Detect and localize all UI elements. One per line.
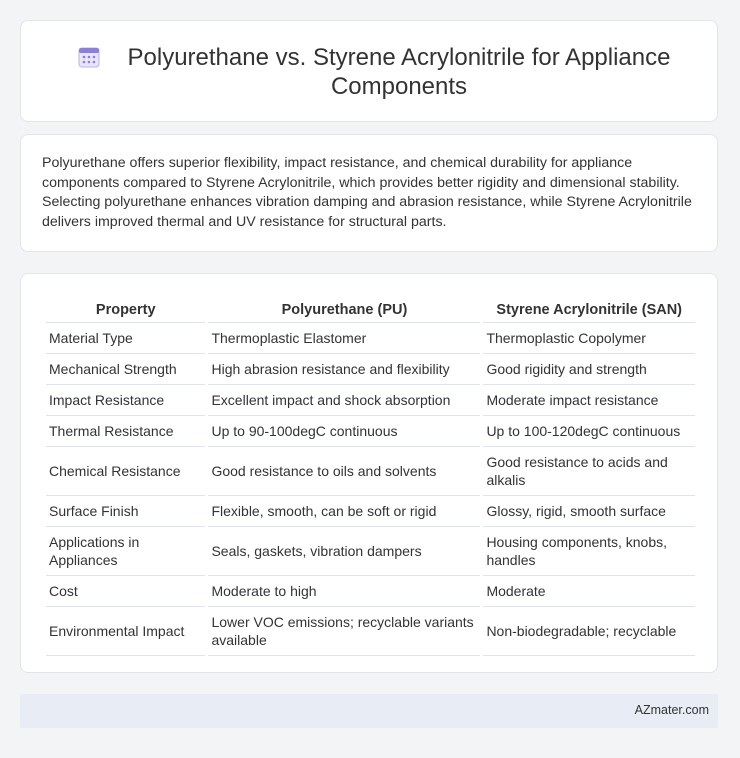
table-row	[46, 576, 695, 607]
property-cell: Surface Finish	[46, 496, 205, 527]
pu-cell: Seals, gaskets, vibration dampers	[208, 527, 480, 576]
property-cell: Material Type	[46, 323, 205, 354]
pu-cell: Up to 90-100degC continuous	[208, 416, 480, 447]
table-header-row	[46, 294, 695, 323]
property-cell: Thermal Resistance	[46, 416, 205, 447]
san-cell: Up to 100-120degC continuous	[483, 416, 695, 447]
table-row	[46, 354, 695, 385]
table-card	[20, 273, 718, 673]
san-cell: Good rigidity and strength	[483, 354, 695, 385]
comparison-table	[43, 294, 698, 656]
table-row	[46, 496, 695, 527]
page-title: Polyurethane vs. Styrene Acrylonitrile for Appliance Components	[127, 44, 671, 100]
san-cell: Glossy, rigid, smooth surface	[483, 496, 695, 527]
pu-cell: Flexible, smooth, can be soft or rigid	[208, 496, 480, 527]
property-cell: Impact Resistance	[46, 385, 205, 416]
title-card	[20, 20, 718, 122]
pu-cell: Good resistance to oils and solvents	[208, 447, 480, 496]
pu-cell: Excellent impact and shock absorption	[208, 385, 480, 416]
calendar-icon	[78, 46, 100, 68]
summary-text: Polyurethane offers superior flexibility, impact resistance, and chemical durability for appliance components compared to Styrene Acrylonitrile, which provides better rigidity and dimensional stability. Selecting polyurethane enhances vibration damping and abrasion resistance, while Styrene Acrylonitrile delivers improved thermal and UV resistance for structural parts.	[42, 155, 692, 230]
table-row	[46, 607, 695, 656]
header-san: Styrene Acrylonitrile (SAN)	[483, 294, 695, 323]
san-cell: Good resistance to acids and alkalis	[483, 447, 695, 496]
footer-brand[interactable]: AZmater.com	[634, 703, 709, 717]
summary-card	[20, 134, 718, 252]
san-cell: Moderate impact resistance	[483, 385, 695, 416]
header-property: Property	[46, 294, 205, 323]
table-row	[46, 385, 695, 416]
pu-cell: Thermoplastic Elastomer	[208, 323, 480, 354]
san-cell: Moderate	[483, 576, 695, 607]
property-cell: Cost	[46, 576, 205, 607]
header-polyurethane: Polyurethane (PU)	[208, 294, 480, 323]
footer-bar	[20, 694, 718, 728]
table-row	[46, 527, 695, 576]
pu-cell: Lower VOC emissions; recyclable variants available	[208, 607, 480, 656]
san-cell: Non-biodegradable; recyclable	[483, 607, 695, 656]
property-cell: Environmental Impact	[46, 607, 205, 656]
table-row	[46, 416, 695, 447]
san-cell: Housing components, knobs, handles	[483, 527, 695, 576]
pu-cell: Moderate to high	[208, 576, 480, 607]
pu-cell: High abrasion resistance and flexibility	[208, 354, 480, 385]
san-cell: Thermoplastic Copolymer	[483, 323, 695, 354]
property-cell: Chemical Resistance	[46, 447, 205, 496]
property-cell: Applications in Appliances	[46, 527, 205, 576]
table-row	[46, 323, 695, 354]
table-row	[46, 447, 695, 496]
property-cell: Mechanical Strength	[46, 354, 205, 385]
